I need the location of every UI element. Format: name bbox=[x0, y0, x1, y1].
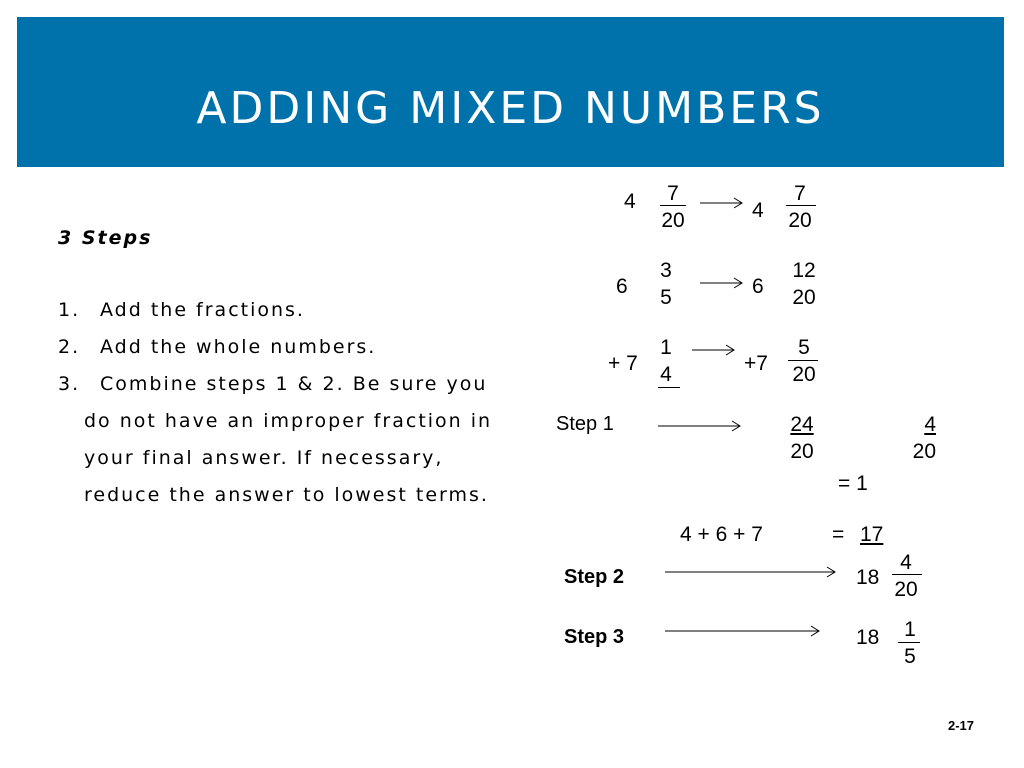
step3-whole: 18 bbox=[856, 626, 880, 649]
row3-numerator: 1 bbox=[660, 336, 672, 359]
row3-fraction-bar bbox=[658, 387, 680, 388]
row1-denominator: 20 bbox=[661, 209, 685, 232]
step2-denominator: 20 bbox=[894, 578, 918, 601]
row1-fraction-bar bbox=[660, 205, 686, 206]
step3-denominator: 5 bbox=[904, 645, 916, 668]
row1-numerator: 7 bbox=[667, 182, 679, 205]
row3-fraction-bar-converted bbox=[788, 360, 818, 361]
step1-label: Step 1 bbox=[556, 413, 614, 435]
row3-fraction-converted bbox=[784, 334, 824, 388]
row3-denominator-converted: 20 bbox=[792, 363, 816, 386]
row2-denominator-converted: 20 bbox=[792, 286, 816, 309]
step2-numerator: 4 bbox=[900, 551, 912, 574]
row2-numerator: 3 bbox=[660, 259, 672, 282]
row1-fraction-bar-converted bbox=[786, 205, 816, 206]
page-number: 2-17 bbox=[947, 718, 974, 733]
row1-whole: 4 bbox=[624, 190, 636, 213]
row3-whole-converted: +7 bbox=[744, 352, 768, 375]
slide-title: ADDING MIXED NUMBERS bbox=[196, 83, 825, 134]
step-number: 2. bbox=[58, 336, 81, 358]
row2-denominator: 5 bbox=[660, 286, 672, 309]
row3-whole: + 7 bbox=[608, 352, 638, 375]
step1-numerator: 24 bbox=[790, 413, 814, 436]
step3-fraction-bar bbox=[898, 642, 920, 643]
row1-numerator-converted: 7 bbox=[794, 182, 806, 205]
steps-heading: 3 Steps bbox=[58, 227, 153, 249]
step2-fraction bbox=[886, 549, 926, 603]
step-text: Add the fractions. bbox=[100, 299, 305, 321]
step3-label: Step 3 bbox=[564, 626, 625, 648]
row2-numerator-converted: 12 bbox=[792, 259, 816, 282]
step1-simplified-fraction bbox=[896, 411, 936, 465]
arrow-icon bbox=[658, 419, 742, 433]
step3-numerator: 1 bbox=[904, 618, 916, 641]
row1-whole-converted: 4 bbox=[752, 199, 764, 222]
row3-denominator: 4 bbox=[660, 363, 672, 386]
arrow-icon bbox=[665, 624, 821, 638]
row3-fraction bbox=[646, 334, 686, 388]
whole-sum-expression: 4 + 6 + 7 bbox=[680, 523, 763, 546]
step-text: Add the whole numbers. bbox=[100, 336, 377, 358]
step1-result: = 1 bbox=[838, 472, 868, 495]
step-item bbox=[58, 366, 518, 514]
row2-fraction-converted bbox=[784, 257, 824, 311]
step1-denominator: 20 bbox=[790, 440, 814, 463]
row2-whole-converted: 6 bbox=[752, 275, 764, 298]
whole-sum-result: 17 bbox=[860, 523, 884, 546]
row2-whole: 6 bbox=[616, 275, 628, 298]
row1-denominator-converted: 20 bbox=[788, 209, 812, 232]
step2-label: Step 2 bbox=[564, 566, 625, 588]
step3-fraction bbox=[890, 616, 930, 670]
arrow-icon bbox=[700, 196, 744, 210]
step1-simplified-numerator: 4 bbox=[924, 413, 936, 436]
title-bar bbox=[17, 17, 1004, 167]
row1-fraction bbox=[653, 180, 693, 234]
whole-sum-equals: = bbox=[832, 523, 845, 546]
step-number: 3. bbox=[58, 373, 81, 395]
arrow-icon bbox=[665, 565, 837, 579]
step1-simplified-denominator: 20 bbox=[912, 440, 936, 463]
row1-fraction-converted bbox=[780, 180, 820, 234]
arrow-icon bbox=[700, 276, 744, 290]
row2-fraction bbox=[646, 257, 686, 311]
step1-fraction bbox=[782, 411, 822, 465]
step2-whole: 18 bbox=[856, 566, 880, 589]
row3-numerator-converted: 5 bbox=[798, 336, 810, 359]
step-text: Combine steps 1 & 2. Be sure you do not have an improper fraction in your final answer. If necessary, reduce the answer to lowest terms. bbox=[84, 373, 493, 506]
arrow-icon bbox=[692, 343, 736, 357]
step-number: 1. bbox=[58, 299, 81, 321]
step2-fraction-bar bbox=[892, 574, 922, 575]
step-item bbox=[58, 292, 518, 329]
steps-list bbox=[58, 222, 518, 514]
step-item bbox=[58, 329, 518, 366]
